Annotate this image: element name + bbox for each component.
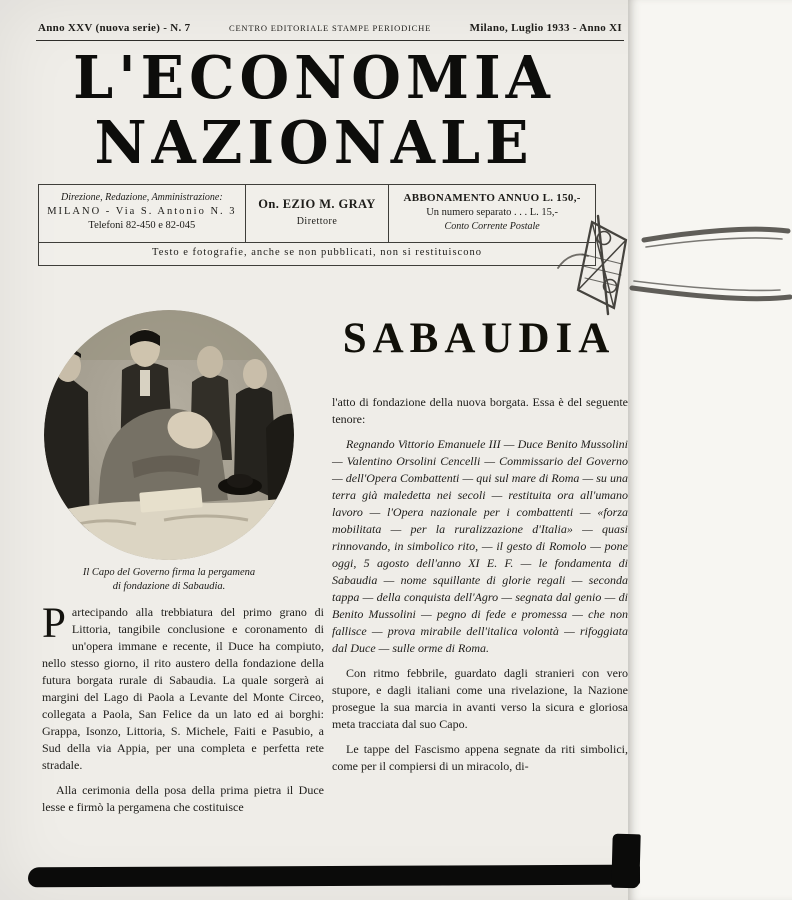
foundation-ceremony-photo [44,310,294,560]
drop-cap: P [42,600,66,647]
article-right-column [332,394,628,775]
submission-notice: Testo e fotografie, anche se non pubblicati, non si restituiscono [152,247,482,258]
masthead-line2: NAZIONALE [94,107,534,178]
subscription-line3: Conto Corrente Postale [444,221,540,232]
issue-date: Milano, Luglio 1933 - Anno XI [469,22,622,34]
scan-artifact-bottom-edge [28,865,640,888]
paragraph-lead-text: artecipando alla trebbiatura del primo grano di Littoria, tangibile conclusione e coronamento di un'opera immane e recente, il Duce ha compiuto, nello stesso giorno, il rito austero della fondazione della futura borgata rurale di Sabaudia. La quale sorgerà ai margini del Lago di Paola a Levante del Monte Circeo, collegata a Paola, San Felice da un lato ed ai borghi: Grappa, Isonzo, Littoria, S. Michele, Faiti e Pasubio, a Sud della via Appia, per una completa e perfetta rete stradale. [42,605,324,772]
header-rule [36,40,624,41]
issue-number: Anno XXV (nuova serie) - N. 7 [38,22,191,34]
paragraph: l'atto di fondazione della nuova borgata. Essa è del seguente tenore: [332,395,628,426]
scan-right-margin [628,0,792,900]
address-block [39,185,245,242]
address-line2: MILANO - Via S. Antonio N. 3 [47,206,237,217]
article-title: SABAUDIA [342,315,616,362]
imprint-box [38,184,596,266]
director-role: Direttore [296,216,338,227]
foundation-act-text: Regnando Vittorio Emanuele III — Duce Benito Mussolini — Valentino Orsolini Cencelli — Commissario del Governo — dell'Opera Combattenti — qui sul mare di Roma — su una terra già maledetta nei secoli — restituita ora all'umano lavoro — l'Opera nazionale per i combattenti — «forza mobilitata — per la ruralizzazione d'Italia» — quasi rinnovando, in simbolico rito, — il gesto di Romolo — pone oggi, 5 agosto dell'anno XI E. F. — le fondamenta di Sabaudia — nome squillante di glorie regali — seconda tappa — della conquista dell'Agro — segnata dal genio — di Benito Mussolini — pegno di fede e promessa — che non fallisce — prova mirabile dell'italica volontà — rifoggiata dal Duce — sulle orme di Roma. [332,437,628,655]
header-row [38,22,622,34]
paragraph: Le tappe del Fascismo appena segnate da riti simbolici, come per il compiersi di un miracolo, di- [332,742,628,773]
photo-caption-line1: Il Capo del Governo firma la pergamena [82,567,256,578]
paragraph-lead [42,600,324,774]
photo-illustration [44,310,294,560]
article-left-column [42,600,324,816]
subscription-line2: Un numero separato . . . L. 15,- [426,207,559,218]
fascio-sketch-icon [552,212,792,317]
address-line3: Telefoni 82-450 e 82-045 [88,220,196,231]
masthead-line1: L'ECONOMIA [73,42,555,113]
address-line1: Direzione, Redazione, Amministrazione: [61,192,223,203]
photo-caption-line2: di fondazione di Sabaudia. [112,580,226,592]
subscription-line1: ABBONAMENTO ANNUO L. 150,- [403,192,581,204]
paragraph: Con ritmo febbrile, guardato dagli stranieri con vero stupore, e dagli italiani come una rivelazione, la Nazione prosegue la sua marcia in avanti verso la sicura e gloriosa meta tracciata dal suo Capo. [332,666,628,731]
paragraph: Alla cerimonia della posa della prima pietra il Duce lesse e firmò la pergamena che costituisce [42,783,324,814]
masthead-title [36,42,592,178]
director-block [245,185,390,242]
photo-caption [44,566,294,593]
scan-artifact-corner [611,834,640,889]
director-name: On. EZIO M. GRAY [258,197,376,211]
imprint-columns [39,185,595,243]
publisher-name: CENTRO EDITORIALE STAMPE PERIODICHE [228,23,432,33]
